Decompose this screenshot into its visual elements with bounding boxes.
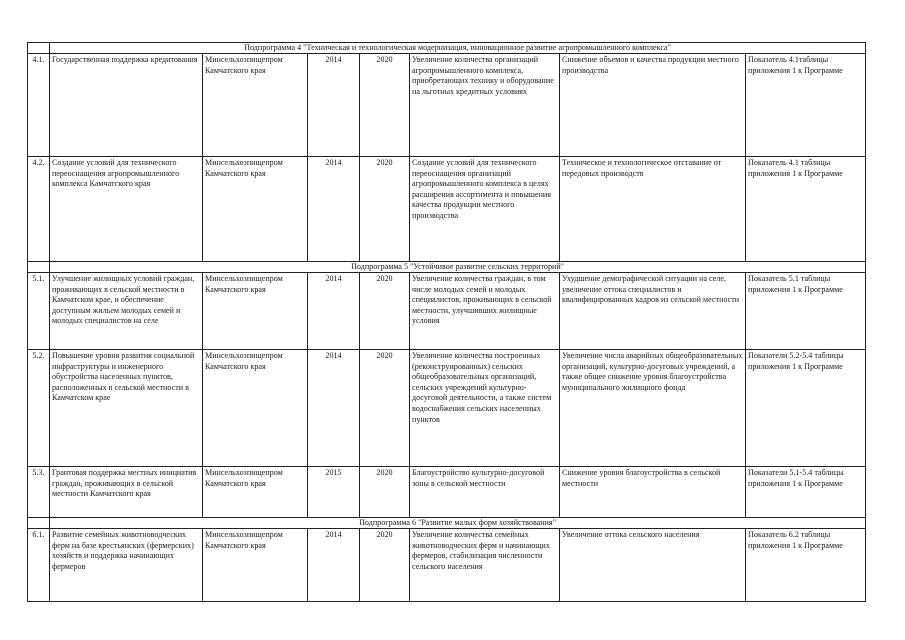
subprogram-header-4 [28,43,866,54]
executor: Минсельхозпищепром Камчатского края [203,157,308,262]
measure-name: Создание условий для технического переоснащения агропромышленного комплекса Камчатского края [50,157,203,262]
end-year: 2020 [360,273,410,350]
start-year: 2015 [308,467,360,518]
expected-result: Увеличение количества организаций агропромышленного комплекса, приобретающих технику и оборудование на льготных кредитных условиях [410,54,560,157]
table-row [28,54,866,157]
measures-table [27,42,866,602]
row-number: 5.2. [28,350,50,467]
expected-result: Увеличение количества семейных животноводческих ферм и начинающих фермеров, стабилизация численности сельского населения [410,529,560,602]
indicator: Показатели 5.2-5.4 таблицы приложения 1 к Программе [746,350,866,467]
start-year: 2014 [308,273,360,350]
end-year: 2020 [360,467,410,518]
consequence: Снижение уровня благоустройства в сельской местности [560,467,746,518]
end-year: 2020 [360,157,410,262]
measure-name: Развитие семейных животноводческих ферм на базе крестьянских (фермерских) хозяйств и поддержка начинающих фермеров [50,529,203,602]
measure-name: Грантовая поддержка местных инициатив граждан, проживающих в сельской местности Камчатского края [50,467,203,518]
end-year: 2020 [360,54,410,157]
measure-name: Повышение уровня развития социальной инфраструктуры и инженерного обустройства населенных пунктов, расположенных в сельской местности в Камчатском крае [50,350,203,467]
row-number: 6.1. [28,529,50,602]
row-number: 5.1. [28,273,50,350]
indicator: Показатель 6.2 таблицы приложения 1 к Программе [746,529,866,602]
end-year: 2020 [360,529,410,602]
expected-result: Увеличение количества граждан, в том числе молодых семей и молодых специалистов, проживающих в сельской местности, улучшивших жилищные условия [410,273,560,350]
indicator: Показатель 4.1таблицы приложения 1 к Программе [746,54,866,157]
executor: Минсельхозпищепром Камчатского края [203,54,308,157]
subprogram-header-6 [28,518,866,529]
indicator: Показатель 4.1 таблицы приложения 1 к Программе [746,157,866,262]
consequence: Увеличение числа аварийных общеобразовательных организаций, культурно-досуговых учреждений, а также общее снижение уровня благоустройства муниципального жилищного фонда [560,350,746,467]
subprogram-title: Подпрограмма 5 "Устойчивое развитие сельских территорий" [50,262,866,273]
row-number: 5.3. [28,467,50,518]
table-row [28,467,866,518]
table-row [28,529,866,602]
start-year: 2014 [308,350,360,467]
consequence: Ухудшение демографической ситуации на селе, увеличение оттока специалистов и квалифицированных кадров из сельской местности [560,273,746,350]
expected-result: Увеличение количества построенных (реконструированных) сельских общеобразовательных организаций, сельских учреждений культурно-досуговой деятельности, а также систем водоснабжения сельских населенных пунктов [410,350,560,467]
consequence: Увеличение оттока сельского населения [560,529,746,602]
table-row [28,273,866,350]
executor: Минсельхозпищепром Камчатского края [203,350,308,467]
end-year: 2020 [360,350,410,467]
executor: Минсельхозпищепром Камчатского края [203,273,308,350]
executor: Минсельхозпищепром Камчатского края [203,467,308,518]
executor: Минсельхозпищепром Камчатского края [203,529,308,602]
measure-name: Улучшение жилищных условий граждан, проживающих в сельской местности в Камчатском крае, и обеспечение доступным жильем молодых семей и молодых специалистов на селе [50,273,203,350]
start-year: 2014 [308,54,360,157]
table-row [28,350,866,467]
indicator: Показатель 5.1 таблицы приложения 1 к Программе [746,273,866,350]
consequence: Техническое и технологическое отставание от передовых производств [560,157,746,262]
measure-name: Государственная поддержка кредитования [50,54,203,157]
expected-result: Благоустройство культурно-досуговой зоны в сельской местности [410,467,560,518]
subprogram-header-5 [28,262,866,273]
consequence: Снижение объемов и качества продукции местного производства [560,54,746,157]
indicator: Показатели 5.1-5.4 таблицы приложения 1 к Программе [746,467,866,518]
expected-result: Создание условий для технического переоснащения организаций агропромышленного комплекса в целях расширения ассортимента и повышения качества продукции местного производства [410,157,560,262]
table-row [28,157,866,262]
row-number: 4.2. [28,157,50,262]
start-year: 2014 [308,157,360,262]
start-year: 2014 [308,529,360,602]
subprogram-title: Подпрограмма 4 "Техническая и технологическая модернизация, инновационное развитие агропромышленного комплекса" [50,43,866,54]
subprogram-title: Подпрограмма 6 "Развитие малых форм хозяйствования" [50,518,866,529]
row-number: 4.1. [28,54,50,157]
